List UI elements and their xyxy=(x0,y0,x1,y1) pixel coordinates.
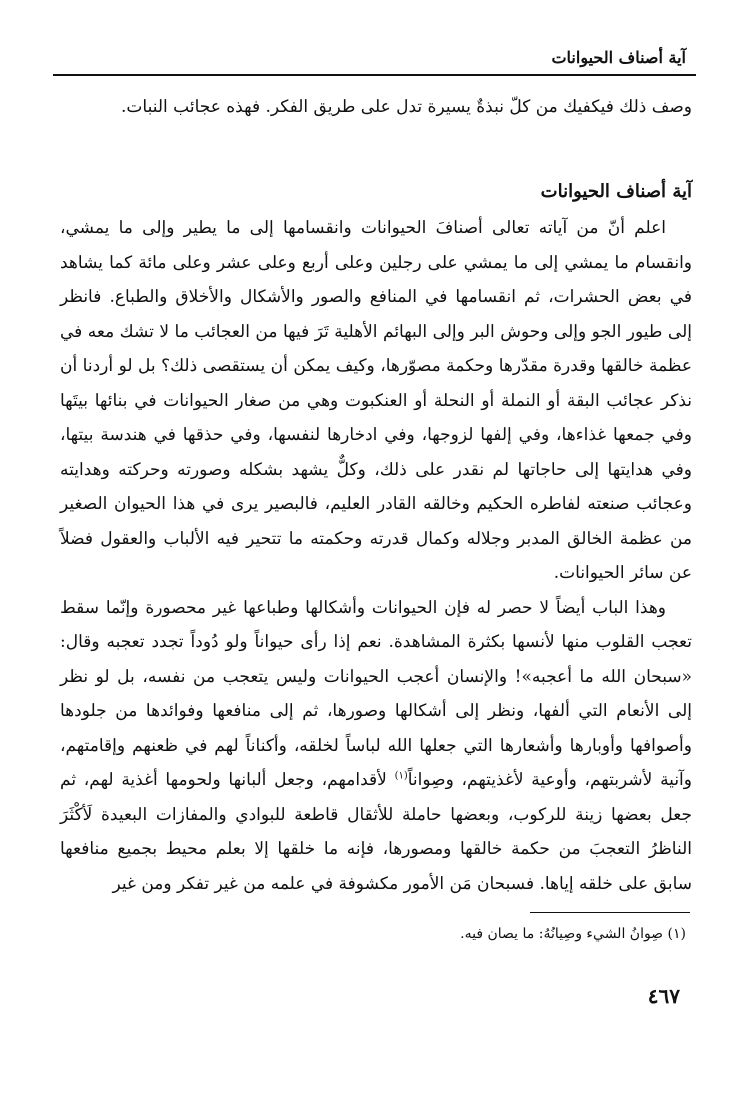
footnote-rule xyxy=(530,912,690,913)
paragraph-1: اعلم أنّ من آياته تعالى أصنافَ الحيوانات وانقسامها إلى ما يطير وإلى ما يمشي، وانقسام ما يمشي إلى ما يمشي على رجلين وعلى أربع وعلى عشر وعلى مائة كما يشاهد في بعض الحشرات، ثم انقسامها في المنافع والصور والأشكال والأخلاق والطباع. فانظر إلى طيور الجو وإلى وحوش البر وإلى البهائم الأهلية تَرَ فيها من العجائب ما لا تشك معه في عظمة خالقها وقدرة مقدّرها وحكمة مصوّرها، وكيف يمكن أن يستقصى ذلك؟ بل لو أردنا أن نذكر عجائب البقة أو النملة أو النحلة أو العنكبوت وهي من صغار الحيوانات في بنائها بيتَها وفي جمعها غذاءها، وفي إلفها لزوجها، وفي ادخارها لنفسها، وفي حذقها في هندسة بيتها، وفي هدايتها إلى حاجاتها لم نقدر على ذلك، وكلٌّ يشهد بشكله وصورته وحركته وهدايته وعجائب صنعته لفاطره الحكيم وخالقه القادر العليم، فالبصير يرى في هذا الحيوان الصغير من عظمة الخالق المدبر وجلاله وكمال قدرته وحكمته ما تتحير فيه الألباب والعقول فضلاً عن سائر الحيوانات. xyxy=(60,218,693,583)
body-text xyxy=(60,90,692,901)
paragraph-2-after-note: لأقدامهم، وجعل ألبانها ولحومها أغذية لهم، ثم جعل بعضها زينة للركوب، وبعضها حاملة للأثقال قاطعة للبوادي والمفازات البعيدة لَأكْثَرَ الناظرُ التعجبَ من حكمة خالقها ومصورها، فإنه ما خلقها إلا بعلم محيط بجميع منافعها سابق على خلقه إياها. فسبحان مَن الأمور مكشوفة في علمه من غير تفكر ومن غير xyxy=(60,770,692,894)
running-title: آية أصناف الحيوانات xyxy=(551,48,686,67)
page-number: ٤٦٧ xyxy=(647,984,680,1008)
paragraph-2-before-note: وهذا الباب أيضاً لا حصر له فإن الحيوانات وأشكالها وطباعها غير محصورة وإنّما سقط تعجب القلوب منها لأنسها بكثرة المشاهدة. نعم إذا رأى حيواناً ولو دُوداً تجدد تعجبه وقال: «سبحان الله ما أعجبه»! والإنسان أعجب الحيوانات وليس يتعجب من نفسه، بل لو نظر إلى الأنعام التي ألفها، ونظر إلى أشكالها وصورها، ثم إلى منافعها وفوائدها من جلودها وأصوافها وأوبارها وأشعارها التي جعلها الله لباساً لخلقه، وأكناناً لهم في ظعنهم وإقامتهم، وآنية لأشربتهم، وأوعية لأغذيتهم، وصِواناً xyxy=(60,597,692,790)
paragraph-2 xyxy=(60,591,692,902)
header-rule xyxy=(53,74,696,76)
page-header xyxy=(53,40,696,76)
section-heading: آية أصناف الحيوانات xyxy=(540,180,692,202)
intro-paragraph: وصف ذلك فيكفيك من كلّ نبذةٌ يسيرة تدل على طريق الفكر. فهذه عجائب النبات. xyxy=(121,97,692,117)
footnote: (١) صِوانُ الشيء وصِيانُهُ: ما يصان فيه. xyxy=(460,926,686,942)
footnote-reference: (١) xyxy=(394,770,408,782)
